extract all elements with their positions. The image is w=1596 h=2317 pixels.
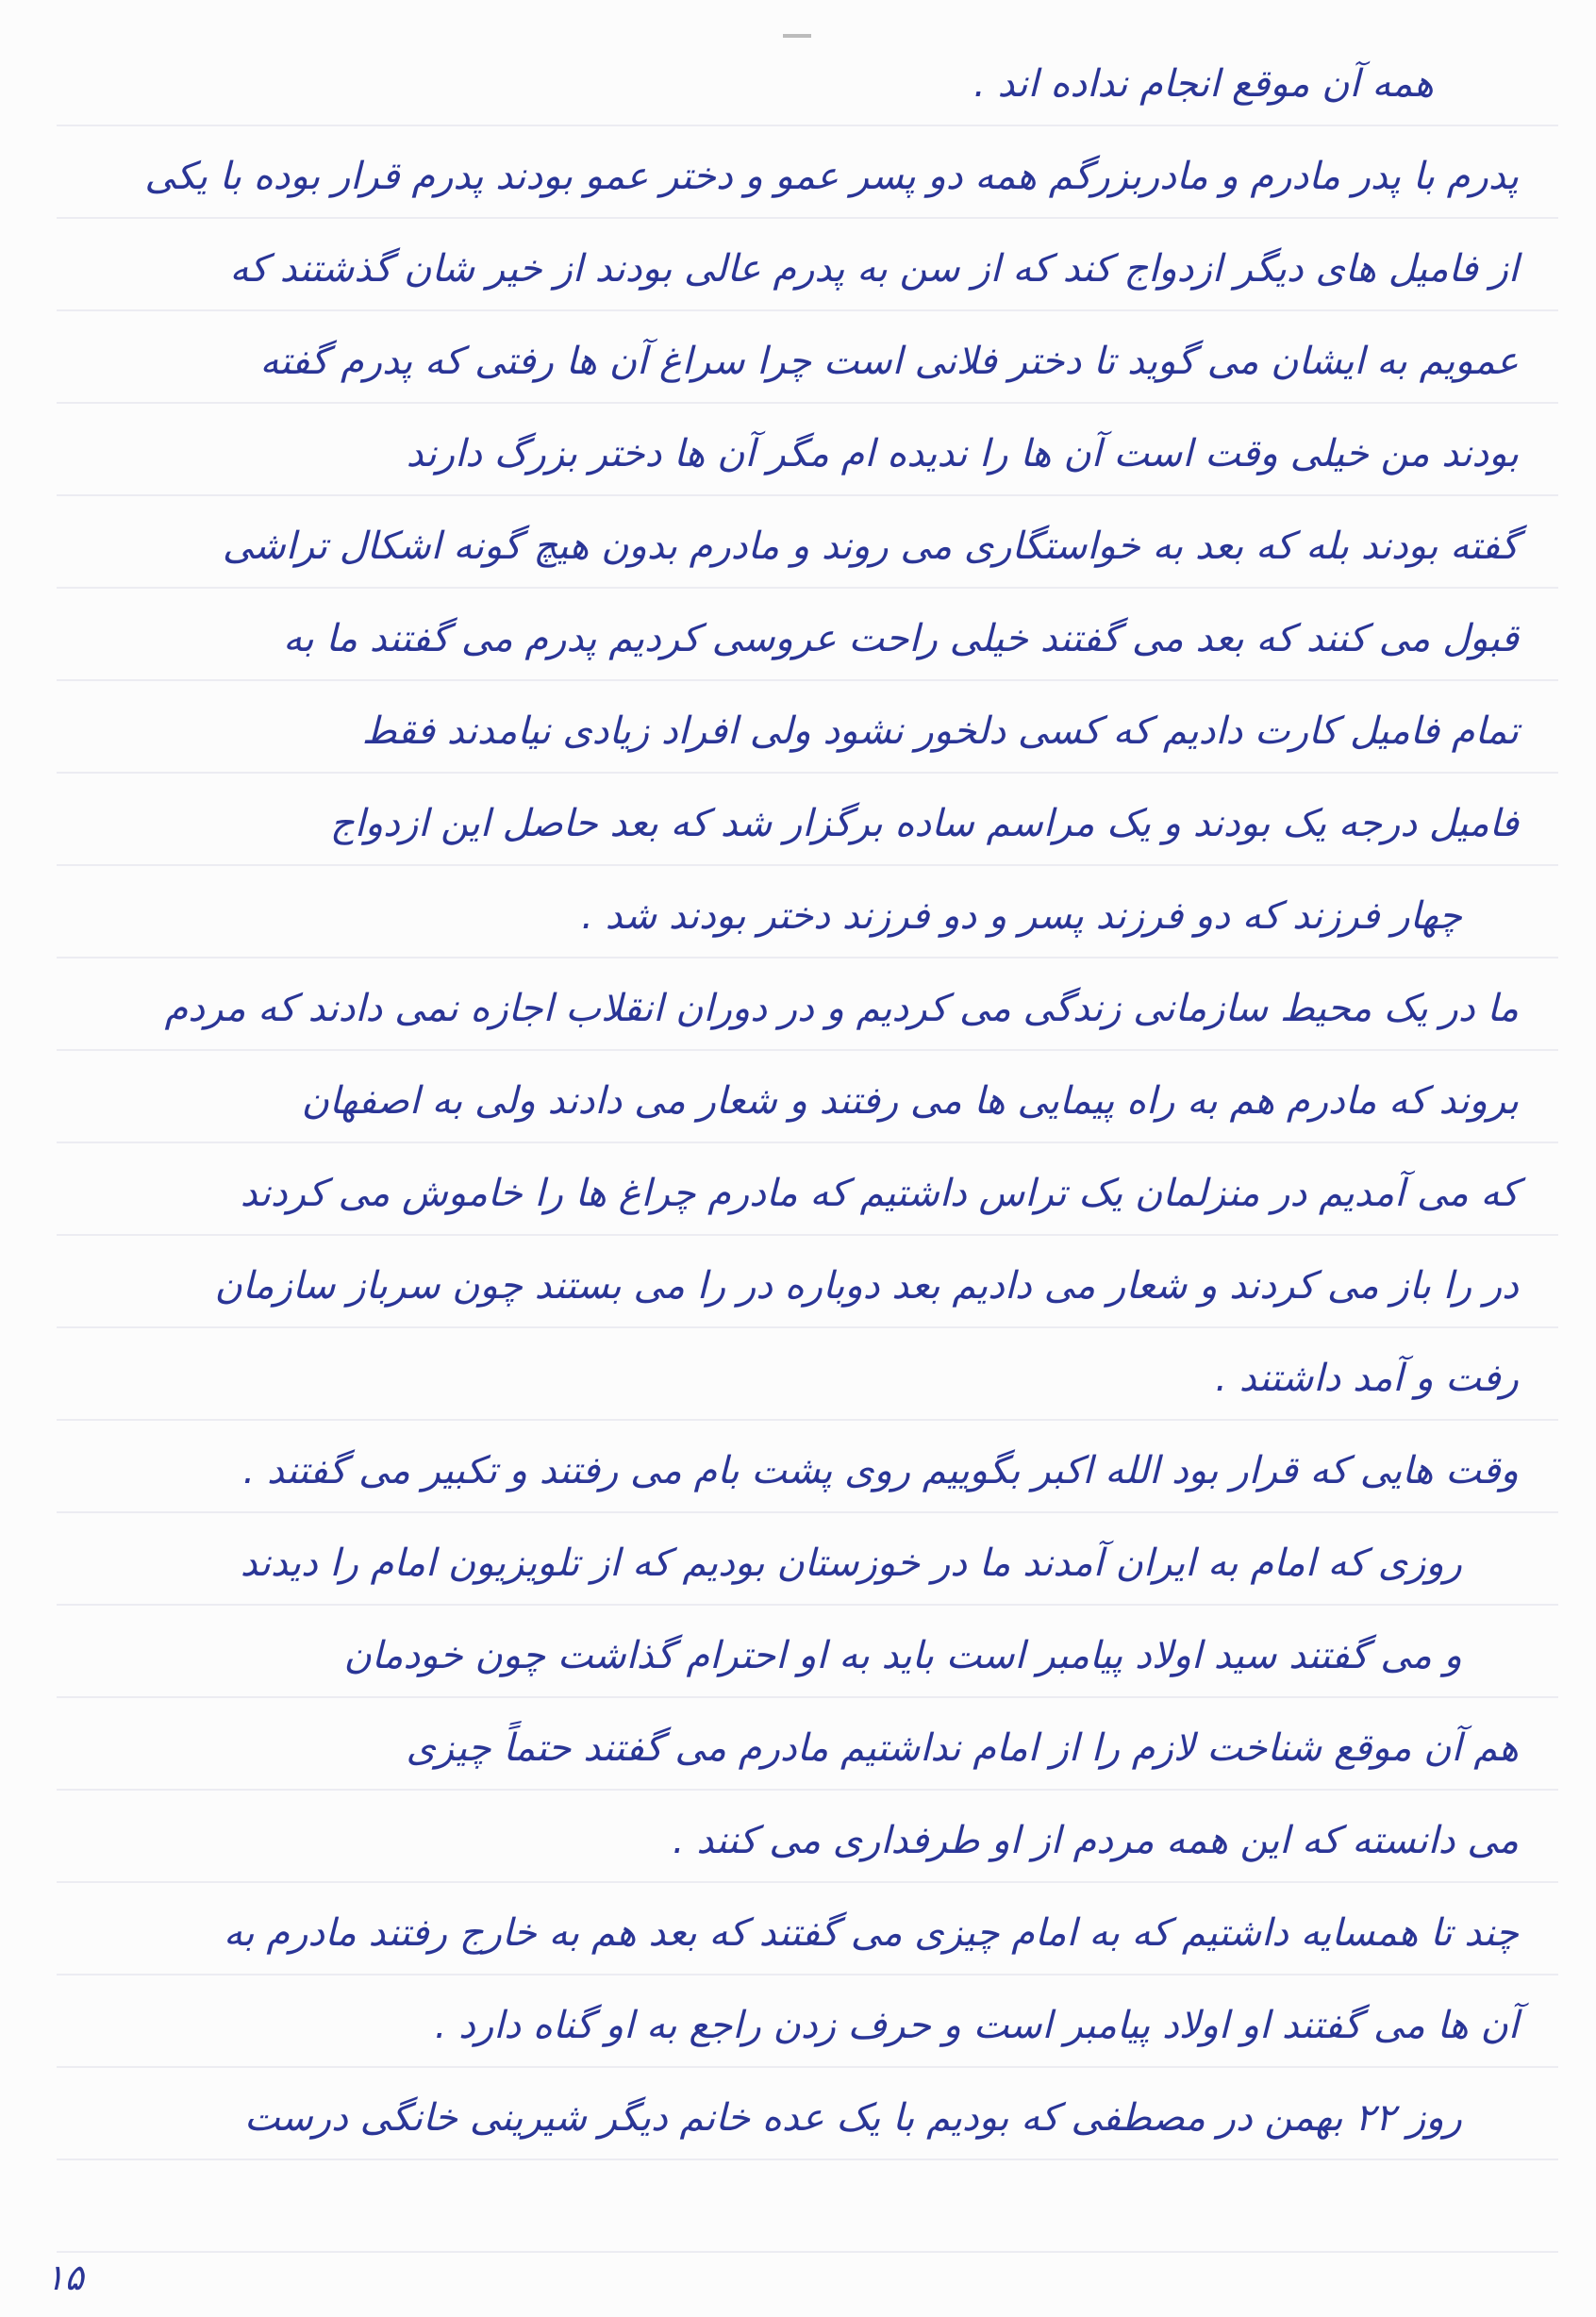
text-line: روز ۲۲ بهمن در مصطفی که بودیم با یک عده خانم دیگر شیرینی خانگی درست xyxy=(243,2096,1462,2140)
text-line: همه آن موقع انجام نداده اند . xyxy=(973,62,1434,106)
text-line: چهار فرزند که دو فرزند پسر و دو فرزند دختر بودند شد . xyxy=(581,894,1462,938)
text-line: در را باز می کردند و شعار می دادیم بعد دوباره در را می بستند چون سرباز سازمان xyxy=(214,1264,1519,1308)
text-line: هم آن موقع شناخت لازم را از امام نداشتیم مادرم می گفتند حتماً چیزی xyxy=(406,1726,1519,1770)
text-line: بروند که مادرم هم به راه پیمایی ها می رفتند و شعار می دادند ولی به اصفهان xyxy=(301,1079,1519,1123)
text-line: از فامیل های دیگر ازدواج کند که از سن به پدرم عالی بودند از خیر شان گذشتند که xyxy=(229,247,1519,291)
text-line: وقت هایی که قرار بود الله اکبر بگوییم روی پشت بام می رفتند و تکبیر می گفتند . xyxy=(242,1449,1519,1492)
text-line: فامیل درجه یک بودند و یک مراسم ساده برگزار شد که بعد حاصل این ازدواج xyxy=(329,802,1519,845)
text-line: می دانسته که این همه مردم از او طرفداری می کنند . xyxy=(672,1819,1519,1862)
text-line: روزی که امام به ایران آمدند ما در خوزستان بودیم که از تلویزیون امام را دیدند xyxy=(240,1542,1462,1585)
text-line: گفته بودند بله که بعد به خواستگاری می روند و مادرم بدون هیچ گونه اشکال تراشی xyxy=(222,525,1519,568)
text-line: قبول می کنند که بعد می گفتند خیلی راحت عروسی کردیم پدرم می گفتند ما به xyxy=(283,617,1519,660)
text-line: بودند من خیلی وقت است آن ها را ندیده ام مگر آن ها دختر بزرگ دارند xyxy=(406,432,1519,475)
page-number: ۱۵ xyxy=(45,2257,84,2298)
text-line: رفت و آمد داشتند . xyxy=(1215,1357,1519,1400)
text-line: که می آمدیم در منزلمان یک تراس داشتیم که مادرم چراغ ها را خاموش می کردند xyxy=(240,1172,1519,1215)
text-line: تمام فامیل کارت دادیم که کسی دلخور نشود ولی افراد زیادی نیامدند فقط xyxy=(361,709,1519,753)
text-line: آن ها می گفتند او اولاد پیامبر است و حرف زدن راجع به او گناه دارد . xyxy=(434,2004,1519,2047)
text-line: ما در یک محیط سازمانی زندگی می کردیم و در دوران انقلاب اجازه نمی دادند که مردم xyxy=(164,987,1519,1030)
text-line: عمویم به ایشان می گوید تا دختر فلانی است چرا سراغ آن ها رفتی که پدرم گفته xyxy=(259,340,1519,383)
text-line: پدرم با پدر مادرم و مادربزرگم همه دو پسر عمو و دختر عمو بودند پدرم قرار بوده با یکی xyxy=(144,155,1519,198)
handwritten-text xyxy=(57,38,1547,2164)
ruled-line xyxy=(57,2251,1558,2253)
text-line: و می گفتند سید اولاد پیامبر است باید به او احترام گذاشت چون خودمان xyxy=(343,1634,1462,1677)
text-line: چند تا همسایه داشتیم که به امام چیزی می گفتند که بعد هم به خارج رفتند مادرم به xyxy=(224,1911,1519,1955)
